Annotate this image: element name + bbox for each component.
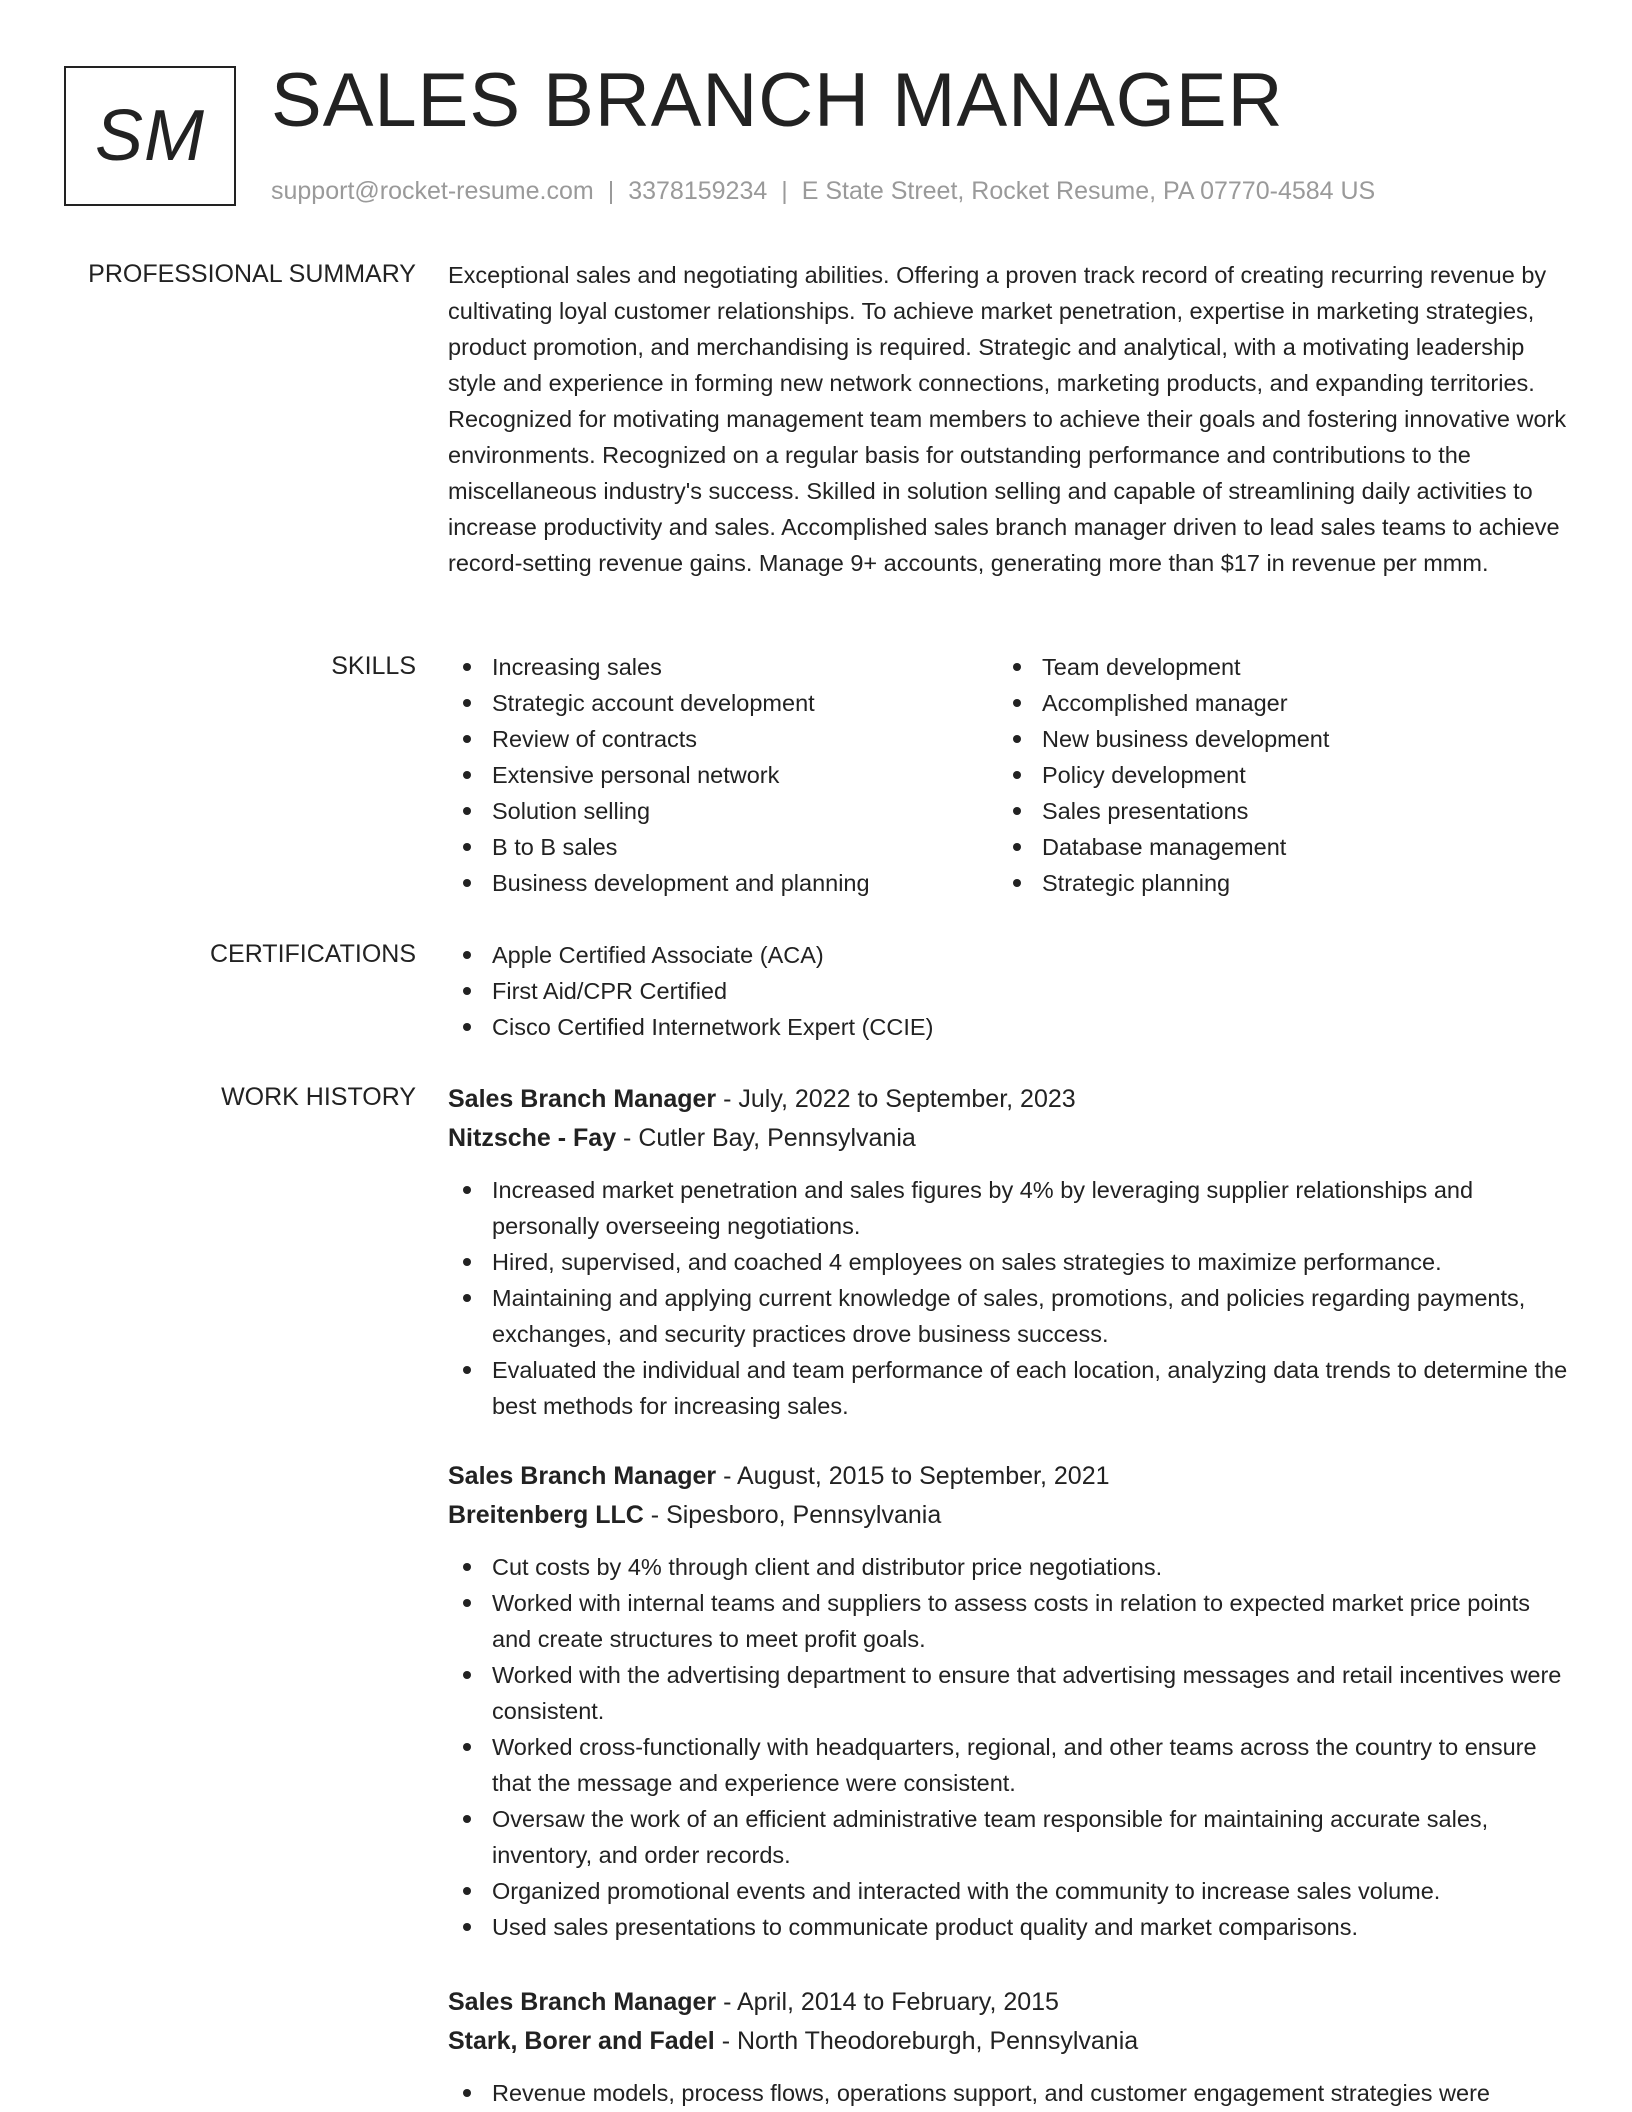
job-bullet: Maintaining and applying current knowledge of sales, promotions, and policies regarding payments, exchanges, and security practices drove business success. — [448, 1280, 1570, 1352]
job-bullets — [448, 1172, 1570, 1424]
certification-item: First Aid/CPR Certified — [448, 973, 1570, 1009]
job-dates: - July, 2022 to September, 2023 — [716, 1085, 1076, 1113]
job-company: Breitenberg LLC — [448, 1501, 644, 1529]
job-company: Stark, Borer and Fadel — [448, 2027, 715, 2055]
skill-item: Review of contracts — [448, 721, 998, 757]
job-title-line — [448, 1983, 1570, 2022]
job-bullet: Increased market penetration and sales figures by 4% by leveraging supplier relationships and personally overseeing negotiations. — [448, 1172, 1570, 1244]
job-title-line — [448, 1080, 1570, 1119]
job-company: Nitzsche - Fay — [448, 1124, 617, 1152]
skill-item: Strategic planning — [998, 865, 1548, 901]
skill-item: Increasing sales — [448, 649, 998, 685]
job-bullet: Worked with internal teams and suppliers to assess costs in relation to expected market price points and create structures to meet profit goals. — [448, 1585, 1570, 1657]
certification-item: Cisco Certified Internetwork Expert (CCIE) — [448, 1009, 1570, 1045]
skill-item: Policy development — [998, 757, 1548, 793]
job-entry — [448, 1457, 1570, 1945]
skill-item: Business development and planning — [448, 865, 998, 901]
skill-item: Strategic account development — [448, 685, 998, 721]
job-bullets — [448, 2075, 1570, 2111]
job-bullet: Revenue models, process flows, operations support, and customer engagement strategies were — [448, 2075, 1570, 2111]
job-entry — [448, 1983, 1570, 2111]
job-location: - Sipesboro, Pennsylvania — [643, 1501, 942, 1529]
resume-title: SALES BRANCH MANAGER — [271, 58, 1284, 143]
skills-list-left — [448, 649, 998, 901]
job-role: Sales Branch Manager — [448, 1085, 717, 1113]
job-bullet: Oversaw the work of an efficient administrative team responsible for maintaining accurate sales, inventory, and order records. — [448, 1801, 1570, 1873]
job-bullet: Used sales presentations to communicate product quality and market comparisons. — [448, 1909, 1570, 1945]
job-entry — [448, 1080, 1570, 1424]
skills-list-right — [998, 649, 1548, 901]
monogram-initials: SM — [95, 96, 205, 176]
job-bullet: Organized promotional events and interacted with the community to increase sales volume. — [448, 1873, 1570, 1909]
job-bullet: Worked cross-functionally with headquarters, regional, and other teams across the country to ensure that the message and experience were consistent. — [448, 1729, 1570, 1801]
job-role: Sales Branch Manager — [448, 1988, 717, 2016]
job-title-line — [448, 1457, 1570, 1496]
certifications-heading: CERTIFICATIONS — [209, 940, 416, 968]
job-bullet: Evaluated the individual and team performance of each location, analyzing data trends to determine the best methods for increasing sales. — [448, 1352, 1570, 1424]
contact-address: E State Street, Rocket Resume, PA 07770-4584 US — [801, 177, 1376, 205]
certifications-body — [448, 937, 1570, 1045]
monogram-box — [64, 66, 236, 206]
skill-item: Solution selling — [448, 793, 998, 829]
job-company-line — [448, 2022, 1570, 2061]
skill-item: Team development — [998, 649, 1548, 685]
job-company-line — [448, 1496, 1570, 1535]
summary-text: Exceptional sales and negotiating abilities. Offering a proven track record of creating recurring revenue by cultivating loyal customer relationships. To achieve market penetration, expertise in marketing strategies, product promotion, and merchandising is required. Strategic and analytical, with a motivating leadership style and experience in forming new network connections, marketing products, and expanding territories. Recognized for motivating management team members to achieve their goals and fostering innovative work environments. Recognized on a regular basis for outstanding performance and contributions to the miscellaneous industry's success. Skilled in solution selling and capable of streamlining daily activities to increase productivity and sales. Accomplished sales branch manager driven to lead sales teams to achieve record-setting revenue gains. Manage 9+ accounts, generating more than $17 in revenue per mmm. — [448, 262, 1567, 576]
skill-item: New business development — [998, 721, 1548, 757]
job-bullet: Hired, supervised, and coached 4 employees on sales strategies to maximize performance. — [448, 1244, 1570, 1280]
job-bullets — [448, 1549, 1570, 1945]
skill-item: Accomplished manager — [998, 685, 1548, 721]
skill-item: Extensive personal network — [448, 757, 998, 793]
work-history-heading: WORK HISTORY — [221, 1083, 416, 1111]
summary-body — [448, 257, 1570, 581]
job-bullet: Cut costs by 4% through client and distributor price negotiations. — [448, 1549, 1570, 1585]
skills-heading: SKILLS — [331, 652, 416, 680]
contact-separator: | — [607, 177, 615, 205]
job-role: Sales Branch Manager — [448, 1462, 717, 1490]
job-location: - North Theodoreburgh, Pennsylvania — [714, 2027, 1139, 2055]
skill-item: Database management — [998, 829, 1548, 865]
job-location: - Cutler Bay, Pennsylvania — [616, 1124, 916, 1152]
job-bullet: Worked with the advertising department to ensure that advertising messages and retail incentives were consistent. — [448, 1657, 1570, 1729]
certification-item: Apple Certified Associate (ACA) — [448, 937, 1570, 973]
certifications-list — [448, 937, 1570, 1045]
skill-item: B to B sales — [448, 829, 998, 865]
job-dates: - April, 2014 to February, 2015 — [716, 1988, 1059, 2016]
skills-body — [448, 649, 1570, 901]
job-company-line — [448, 1119, 1570, 1158]
contact-phone[interactable]: 3378159234 — [628, 177, 768, 205]
job-dates: - August, 2015 to September, 2021 — [716, 1462, 1110, 1490]
skill-item: Sales presentations — [998, 793, 1548, 829]
contact-line — [271, 174, 1375, 208]
contact-email[interactable]: support@rocket-resume.com — [271, 177, 594, 205]
contact-separator: | — [781, 177, 788, 205]
summary-heading: PROFESSIONAL SUMMARY — [88, 260, 416, 288]
